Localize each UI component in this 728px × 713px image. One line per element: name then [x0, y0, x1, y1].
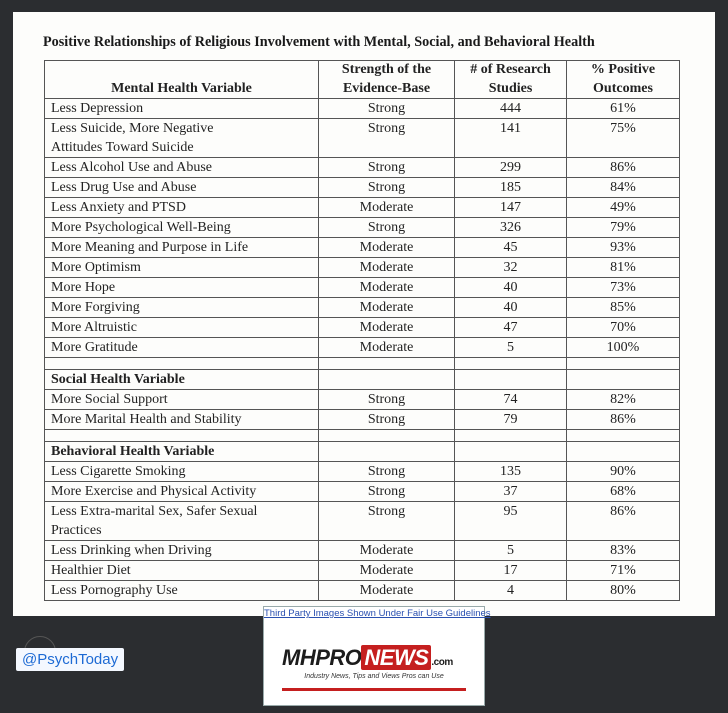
- table-row: [45, 581, 680, 601]
- header-positive: % Positive Outcomes: [567, 61, 680, 99]
- studies-cell: 45: [455, 238, 567, 258]
- studies-cell: 37: [455, 482, 567, 502]
- studies-cell: 95: [455, 502, 567, 541]
- positive-cell: 86%: [567, 158, 680, 178]
- positive-cell: 71%: [567, 561, 680, 581]
- positive-cell: 68%: [567, 482, 680, 502]
- header-row: [45, 61, 680, 99]
- studies-cell: 141: [455, 119, 567, 158]
- table-row: [45, 390, 680, 410]
- source-handle-link[interactable]: @PsychToday: [16, 648, 124, 671]
- variable-cell: Less Drinking when Driving: [45, 541, 319, 561]
- studies-cell: 5: [455, 541, 567, 561]
- table-row: [45, 318, 680, 338]
- studies-cell: 326: [455, 218, 567, 238]
- strength-cell: Strong: [319, 502, 455, 541]
- section-heading-row: [45, 442, 680, 462]
- fair-use-caption: Third Party Images Shown Under Fair Use Guidelines: [264, 608, 491, 619]
- strength-cell: Moderate: [319, 258, 455, 278]
- strength-cell: Moderate: [319, 238, 455, 258]
- variable-cell: More Hope: [45, 278, 319, 298]
- positive-cell: 90%: [567, 462, 680, 482]
- strength-cell: Strong: [319, 390, 455, 410]
- logo-tagline: Industry News, Tips and Views Pros can Use: [304, 673, 444, 680]
- positive-cell: 82%: [567, 390, 680, 410]
- table-title: Positive Relationships of Religious Involvement with Mental, Social, and Behavioral Health: [43, 34, 595, 50]
- variable-cell: More Social Support: [45, 390, 319, 410]
- variable-cell: Healthier Diet: [45, 561, 319, 581]
- strength-cell: Strong: [319, 218, 455, 238]
- studies-cell: 299: [455, 158, 567, 178]
- logo-underline: [282, 688, 466, 691]
- variable-cell: Less Drug Use and Abuse: [45, 178, 319, 198]
- variable-cell: Less Depression: [45, 99, 319, 119]
- strength-cell: Strong: [319, 119, 455, 158]
- table-row: [45, 158, 680, 178]
- positive-cell: 79%: [567, 218, 680, 238]
- mhpronews-logo: MHPRO NEWS .com: [282, 645, 453, 670]
- table-row: [45, 298, 680, 318]
- variable-cell: More Altruistic: [45, 318, 319, 338]
- table-row: [45, 561, 680, 581]
- section-heading: Social Health Variable: [45, 370, 319, 390]
- variable-cell: More Meaning and Purpose in Life: [45, 238, 319, 258]
- positive-cell: 75%: [567, 119, 680, 158]
- variable-cell: Less Anxiety and PTSD: [45, 198, 319, 218]
- table-row: [45, 338, 680, 358]
- positive-cell: 85%: [567, 298, 680, 318]
- strength-cell: Moderate: [319, 298, 455, 318]
- header-strength: Strength of the Evidence-Base: [319, 61, 455, 99]
- strength-cell: Moderate: [319, 338, 455, 358]
- variable-cell: Less Pornography Use: [45, 581, 319, 601]
- strength-cell: Strong: [319, 482, 455, 502]
- table-row: [45, 410, 680, 430]
- studies-cell: 40: [455, 298, 567, 318]
- positive-cell: 86%: [567, 410, 680, 430]
- strength-cell: Moderate: [319, 198, 455, 218]
- strength-cell: Moderate: [319, 581, 455, 601]
- strength-cell: Moderate: [319, 561, 455, 581]
- header-studies: # of Research Studies: [455, 61, 567, 99]
- table-row: [45, 238, 680, 258]
- positive-cell: 81%: [567, 258, 680, 278]
- positive-cell: 83%: [567, 541, 680, 561]
- studies-cell: 185: [455, 178, 567, 198]
- header-variable: Mental Health Variable: [45, 61, 319, 99]
- strength-cell: Strong: [319, 410, 455, 430]
- studies-cell: 135: [455, 462, 567, 482]
- variable-cell: Less Extra-marital Sex, Safer Sexual Practices: [45, 502, 319, 541]
- positive-cell: 73%: [567, 278, 680, 298]
- variable-cell: More Psychological Well-Being: [45, 218, 319, 238]
- variable-cell: More Marital Health and Stability: [45, 410, 319, 430]
- strength-cell: Strong: [319, 158, 455, 178]
- section-heading-row: [45, 370, 680, 390]
- evidence-table: [44, 60, 680, 601]
- table-row: [45, 278, 680, 298]
- table-row: [45, 462, 680, 482]
- studies-cell: 5: [455, 338, 567, 358]
- positive-cell: 80%: [567, 581, 680, 601]
- spacer-row: [45, 430, 680, 442]
- strength-cell: Moderate: [319, 541, 455, 561]
- studies-cell: 17: [455, 561, 567, 581]
- studies-cell: 444: [455, 99, 567, 119]
- strength-cell: Strong: [319, 178, 455, 198]
- watermark-badge: [263, 606, 491, 706]
- variable-cell: Less Cigarette Smoking: [45, 462, 319, 482]
- positive-cell: 100%: [567, 338, 680, 358]
- spacer-row: [45, 358, 680, 370]
- studies-cell: 47: [455, 318, 567, 338]
- positive-cell: 70%: [567, 318, 680, 338]
- positive-cell: 86%: [567, 502, 680, 541]
- table-row: [45, 119, 680, 158]
- table-row: [45, 482, 680, 502]
- studies-cell: 147: [455, 198, 567, 218]
- variable-cell: Less Alcohol Use and Abuse: [45, 158, 319, 178]
- table-row: [45, 198, 680, 218]
- section-heading: Behavioral Health Variable: [45, 442, 319, 462]
- strength-cell: Moderate: [319, 318, 455, 338]
- table-row: [45, 218, 680, 238]
- table-row: [45, 502, 680, 541]
- studies-cell: 40: [455, 278, 567, 298]
- variable-cell: More Exercise and Physical Activity: [45, 482, 319, 502]
- variable-cell: More Forgiving: [45, 298, 319, 318]
- strength-cell: Moderate: [319, 278, 455, 298]
- positive-cell: 61%: [567, 99, 680, 119]
- variable-cell: More Optimism: [45, 258, 319, 278]
- variable-cell: More Gratitude: [45, 338, 319, 358]
- table-row: [45, 99, 680, 119]
- table-row: [45, 178, 680, 198]
- positive-cell: 49%: [567, 198, 680, 218]
- studies-cell: 79: [455, 410, 567, 430]
- document-image: [13, 12, 715, 616]
- variable-cell: Less Suicide, More Negative Attitudes Toward Suicide: [45, 119, 319, 158]
- positive-cell: 84%: [567, 178, 680, 198]
- studies-cell: 32: [455, 258, 567, 278]
- table-row: [45, 258, 680, 278]
- table-row: [45, 541, 680, 561]
- strength-cell: Strong: [319, 462, 455, 482]
- studies-cell: 4: [455, 581, 567, 601]
- studies-cell: 74: [455, 390, 567, 410]
- positive-cell: 93%: [567, 238, 680, 258]
- strength-cell: Strong: [319, 99, 455, 119]
